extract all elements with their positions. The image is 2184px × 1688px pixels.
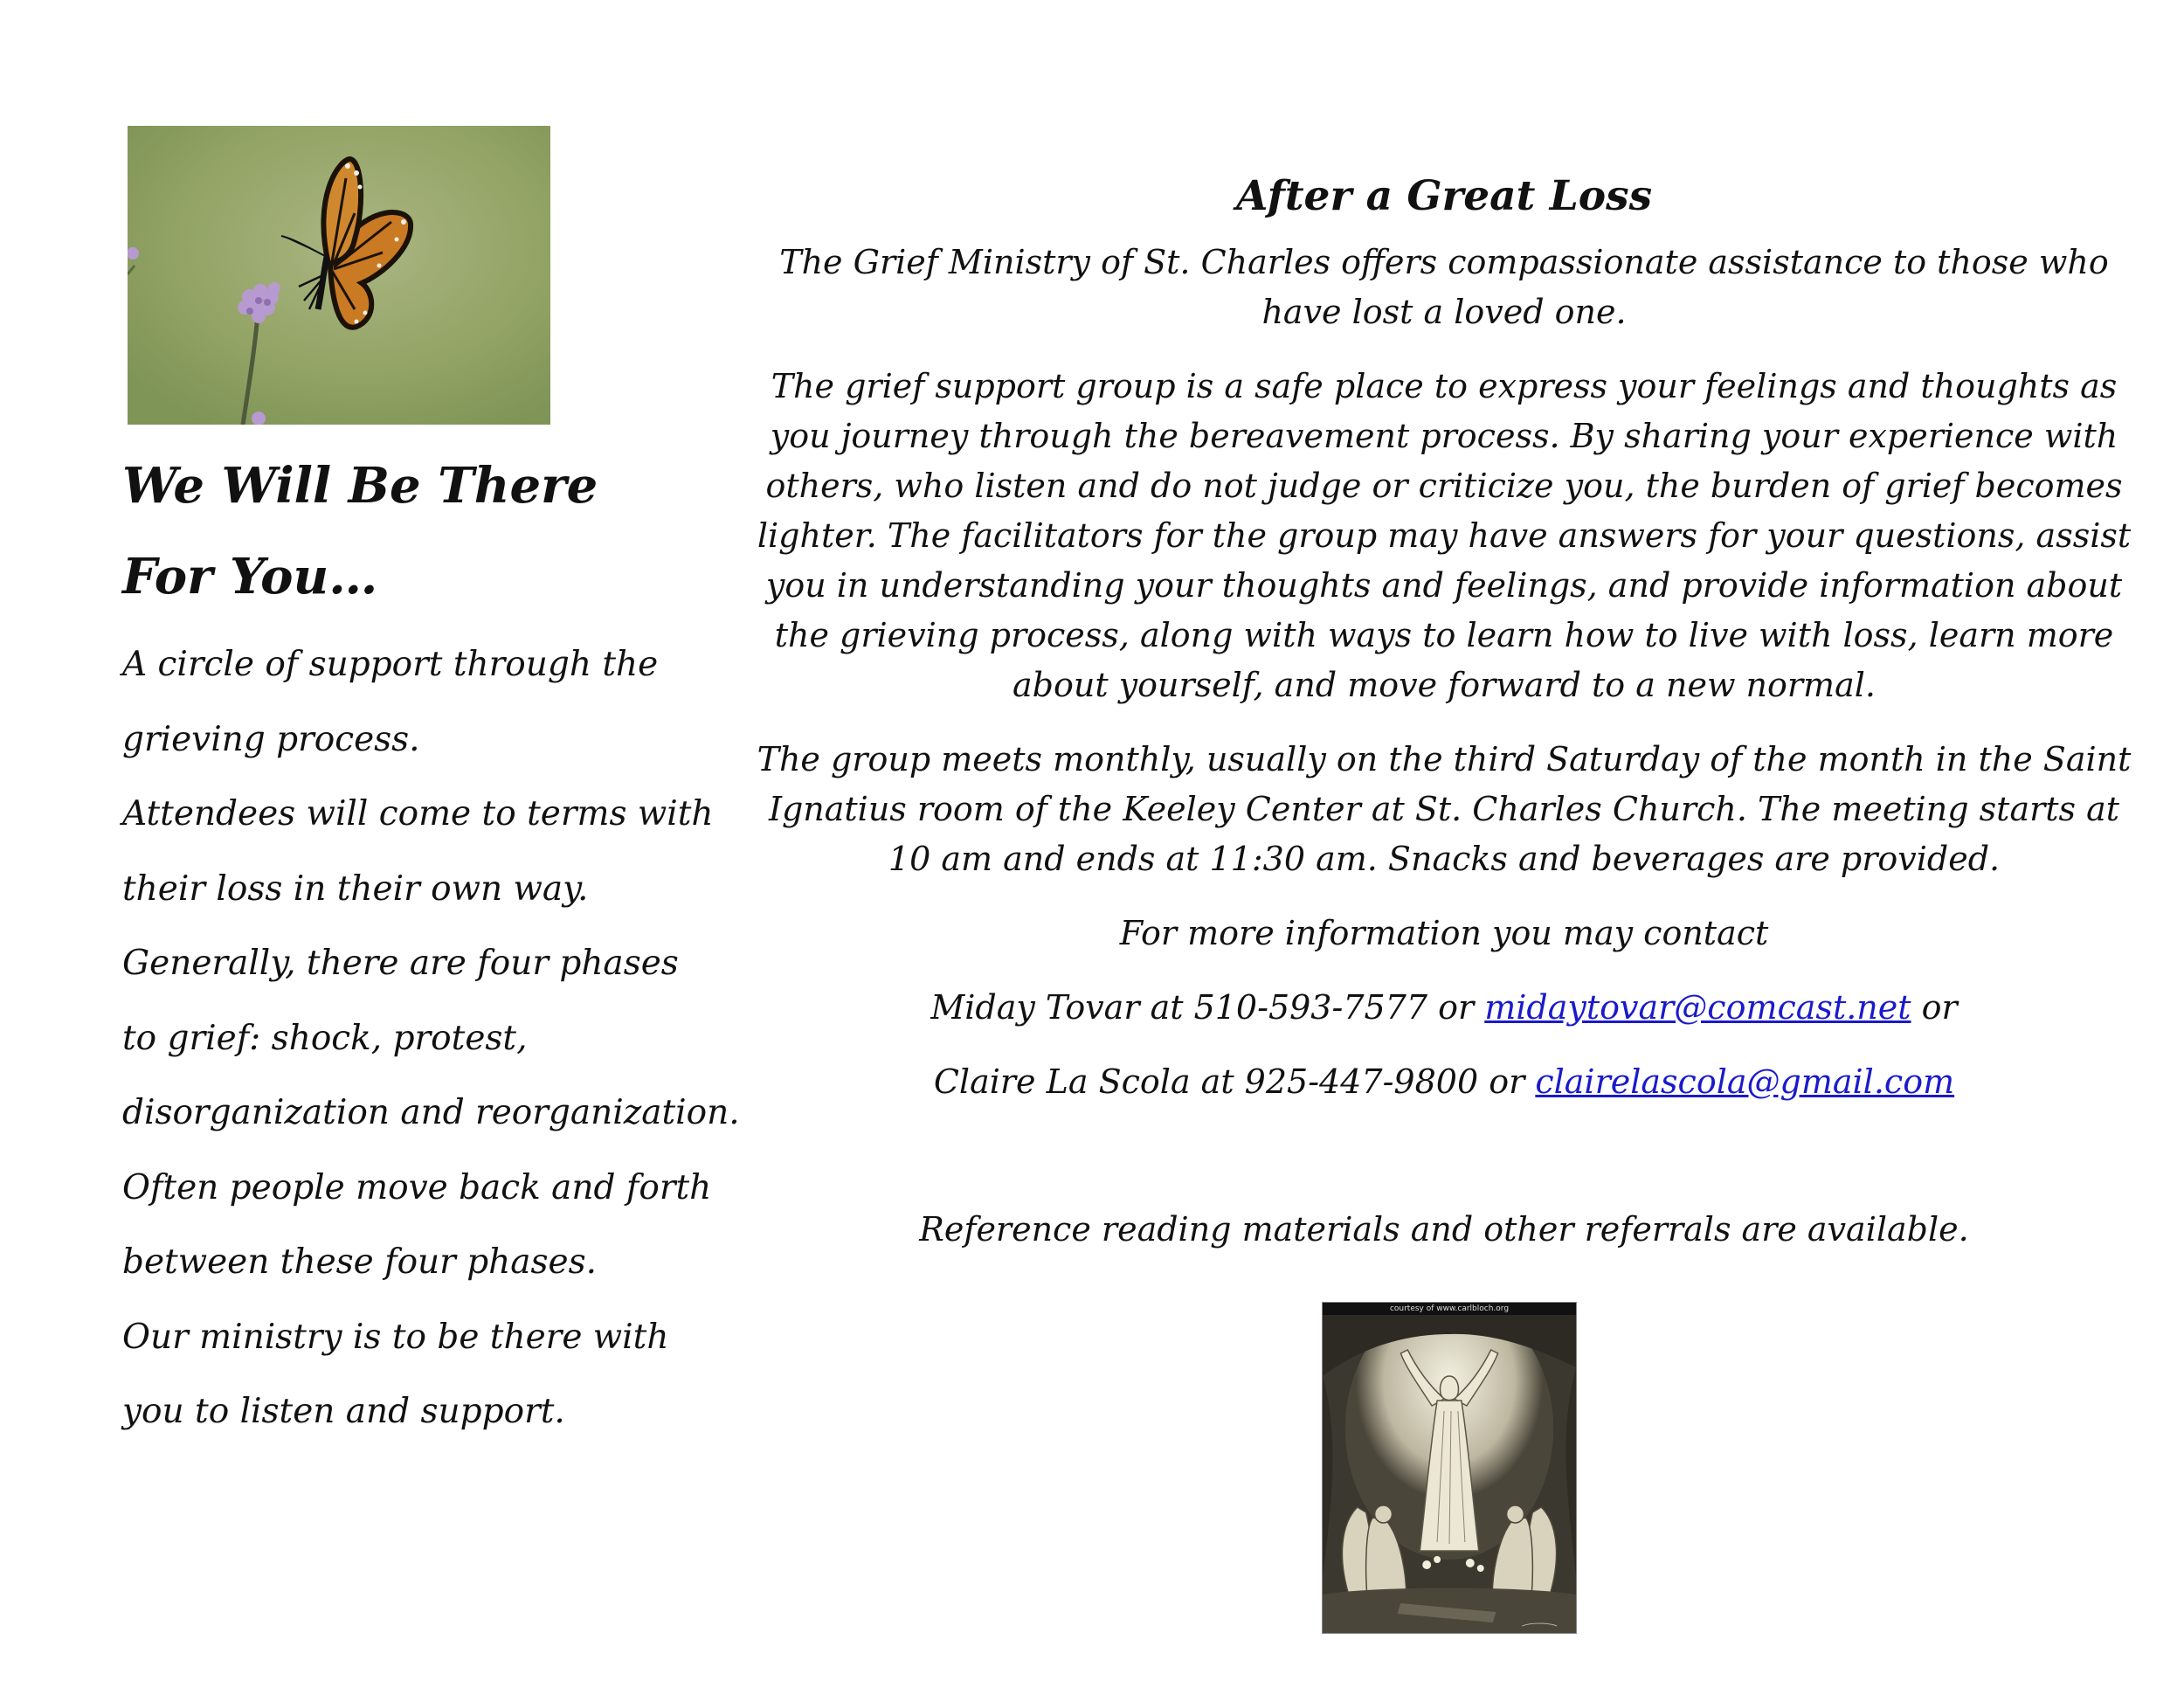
meeting-details-paragraph: The group meets monthly, usually on the third Saturday of the month in the Saint Ignatius room of the Keeley Center at St. Charles Church. The meeting starts at 10 am and ends at 11:30 am. Snacks and beverages are provided. <box>757 740 2132 878</box>
email-link-miday[interactable]: midaytovar@comcast.net <box>1484 988 1911 1027</box>
page-title: After a Great Loss <box>1235 172 1653 220</box>
contact-lead: For more information you may contact <box>1119 914 1769 952</box>
monarch-butterfly-icon <box>128 126 550 425</box>
left-text-line: Often people move back and forth <box>122 1167 712 1207</box>
engraving-caption: courtesy of www.carlbloch.org <box>1323 1303 1576 1315</box>
resurrection-engraving <box>1322 1302 1577 1634</box>
left-text-line: you to listen and support. <box>122 1392 565 1431</box>
left-text-line: Our ministry is to be there with <box>122 1317 669 1357</box>
left-body-text <box>122 627 769 1449</box>
left-heading-line-2: For You… <box>122 548 378 605</box>
left-heading-line-1: We Will Be There <box>122 457 598 515</box>
left-text-line: between these four phases. <box>122 1242 598 1282</box>
email-link-claire[interactable]: clairelascola@gmail.com <box>1535 1062 1955 1101</box>
left-text-line: to grief: shock, protest, <box>122 1018 528 1058</box>
left-text-line: grieving process. <box>122 719 420 759</box>
left-text-line: Generally, there are four phases <box>122 944 679 983</box>
left-text-line: disorganization and reorganization. <box>122 1093 740 1132</box>
support-group-paragraph: The grief support group is a safe place to express your feelings and thoughts as you journey through the bereavement process. By sharing your experience with others, who listen and do not judge or criticize you, the burden of grief becomes lighter. The facilitators for the group may have answers for your questions, assist you in understanding your thoughts and feelings, and provide information about the grieving process, along with ways to learn how to live with loss, learn more about yourself, and move forward to a new normal. <box>757 367 2132 704</box>
contact-prefix: Miday Tovar at 510-593-7577 or <box>930 988 1485 1027</box>
butterfly-photo <box>128 126 550 425</box>
resurrection-engraving-icon <box>1323 1315 1576 1634</box>
left-text-line: Attendees will come to terms with <box>122 794 714 834</box>
contact-prefix: Claire La Scola at 925-447-9800 or <box>933 1062 1536 1101</box>
left-text-line: A circle of support through the <box>122 645 659 684</box>
contact-line-claire <box>750 1057 2139 1107</box>
contact-line-miday <box>750 983 2139 1033</box>
right-column <box>750 164 2139 1255</box>
reference-note: Reference reading materials and other referrals are available. <box>919 1210 1969 1249</box>
intro-paragraph: The Grief Ministry of St. Charles offers compassionate assistance to those who have lost a loved one. <box>779 243 2109 331</box>
left-text-line: their loss in their own way. <box>122 868 589 909</box>
contact-suffix: or <box>1911 988 1958 1027</box>
